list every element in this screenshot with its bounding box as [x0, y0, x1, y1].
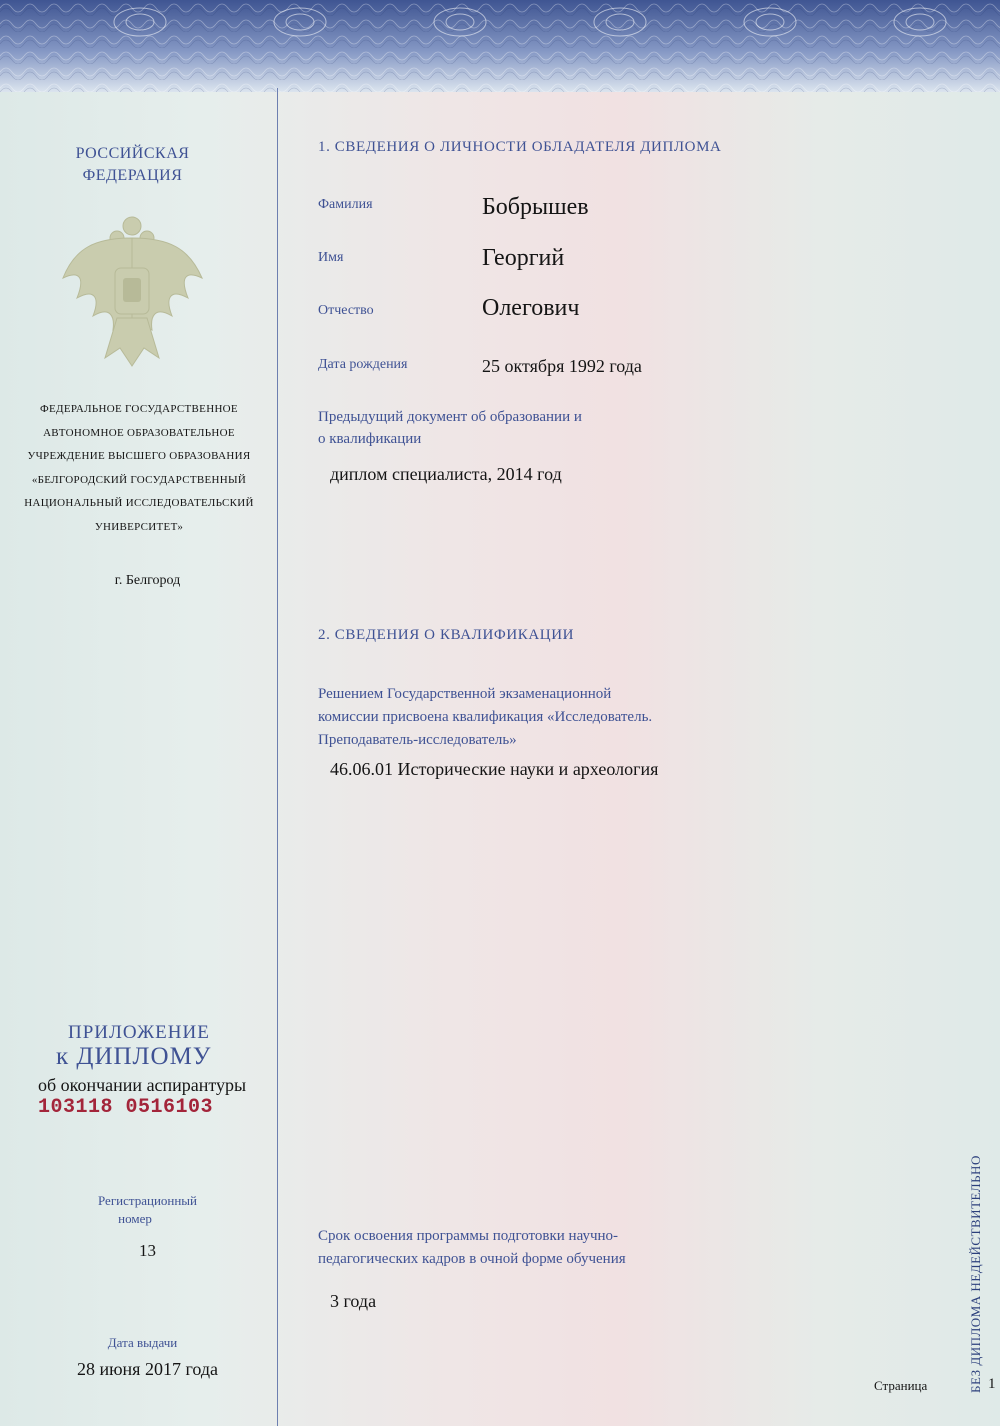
name-value: Георгий	[482, 245, 565, 271]
institution-line-3: УЧРЕЖДЕНИЕ ВЫСШЕГО ОБРАЗОВАНИЯ	[27, 450, 251, 462]
appendix-title: ПРИЛОЖЕНИЕ	[68, 1022, 210, 1043]
qualification-decision-line-1: Решением Государственной экзаменационной	[318, 686, 612, 702]
surname-value: Бобрышев	[482, 194, 589, 220]
city: г. Белгород	[114, 573, 181, 588]
duration-value: 3 года	[330, 1291, 377, 1311]
surname-label: Фамилия	[318, 197, 373, 212]
serial-number: 103118 0516103	[38, 1096, 214, 1119]
birth-date-label: Дата рождения	[318, 357, 408, 372]
institution-line-5: НАЦИОНАЛЬНЫЙ ИССЛЕДОВАТЕЛЬСКИЙ	[24, 497, 254, 509]
page-label: Страница	[874, 1378, 928, 1393]
institution-line-1: ФЕДЕРАЛЬНОЕ ГОСУДАРСТВЕННОЕ	[40, 403, 238, 415]
institution-line-4: «БЕЛГОРОДСКИЙ ГОСУДАРСТВЕННЫЙ	[31, 473, 247, 486]
institution-line-6: УНИВЕРСИТЕТ»	[94, 520, 184, 533]
specialty-value: 46.06.01 Исторические науки и археология	[330, 759, 659, 779]
section1-heading: 1. СВЕДЕНИЯ О ЛИЧНОСТИ ОБЛАДАТЕЛЯ ДИПЛОМА	[318, 139, 722, 155]
guilloche-border	[0, 0, 1000, 92]
name-label: Имя	[318, 250, 344, 265]
reg-number-label-line-1: Регистрационный	[97, 1193, 198, 1208]
issue-date-label: Дата выдачи	[107, 1335, 178, 1350]
double-headed-eagle-emblem-icon	[55, 208, 210, 368]
appendix-to-diploma: к ДИПЛОМУ	[56, 1043, 212, 1070]
panel-divider	[277, 88, 278, 1426]
appendix-subtitle: об окончании аспирантуры	[38, 1075, 247, 1095]
duration-label-line-1: Срок освоения программы подготовки научно-	[318, 1228, 619, 1244]
prev-doc-label-line-1: Предыдущий документ об образовании и	[318, 409, 582, 425]
validity-note: БЕЗ ДИПЛОМА НЕДЕЙСТВИТЕЛЬНО	[968, 1155, 983, 1393]
prev-doc-value: диплом специалиста, 2014 год	[330, 464, 562, 484]
institution-block	[5, 398, 273, 539]
issue-date: 28 июня 2017 года	[76, 1359, 219, 1379]
section2-heading: 2. СВЕДЕНИЯ О КВАЛИФИКАЦИИ	[318, 627, 575, 643]
qualification-decision-line-3: Преподаватель-исследователь»	[318, 732, 517, 748]
reg-number-label-line-2: номер	[118, 1211, 152, 1226]
institution-line-2: АВТОНОМНОЕ ОБРАЗОВАТЕЛЬНОЕ	[43, 426, 235, 439]
patronymic-value: Олегович	[482, 295, 580, 321]
qualification-decision-line-2: комиссии присвоена квалификация «Исследователь.	[318, 709, 653, 725]
birth-date-value: 25 октября 1992 года	[482, 356, 642, 376]
patronymic-label: Отчество	[318, 303, 374, 318]
duration-label-line-2: педагогических кадров в очной форме обучения	[318, 1251, 626, 1267]
reg-number: 13	[139, 1241, 156, 1260]
country-name: РОССИЙСКАЯ ФЕДЕРАЦИЯ	[75, 145, 190, 184]
prev-doc-label-line-2: о квалификации	[318, 431, 422, 447]
page-number: 1	[988, 1376, 996, 1392]
